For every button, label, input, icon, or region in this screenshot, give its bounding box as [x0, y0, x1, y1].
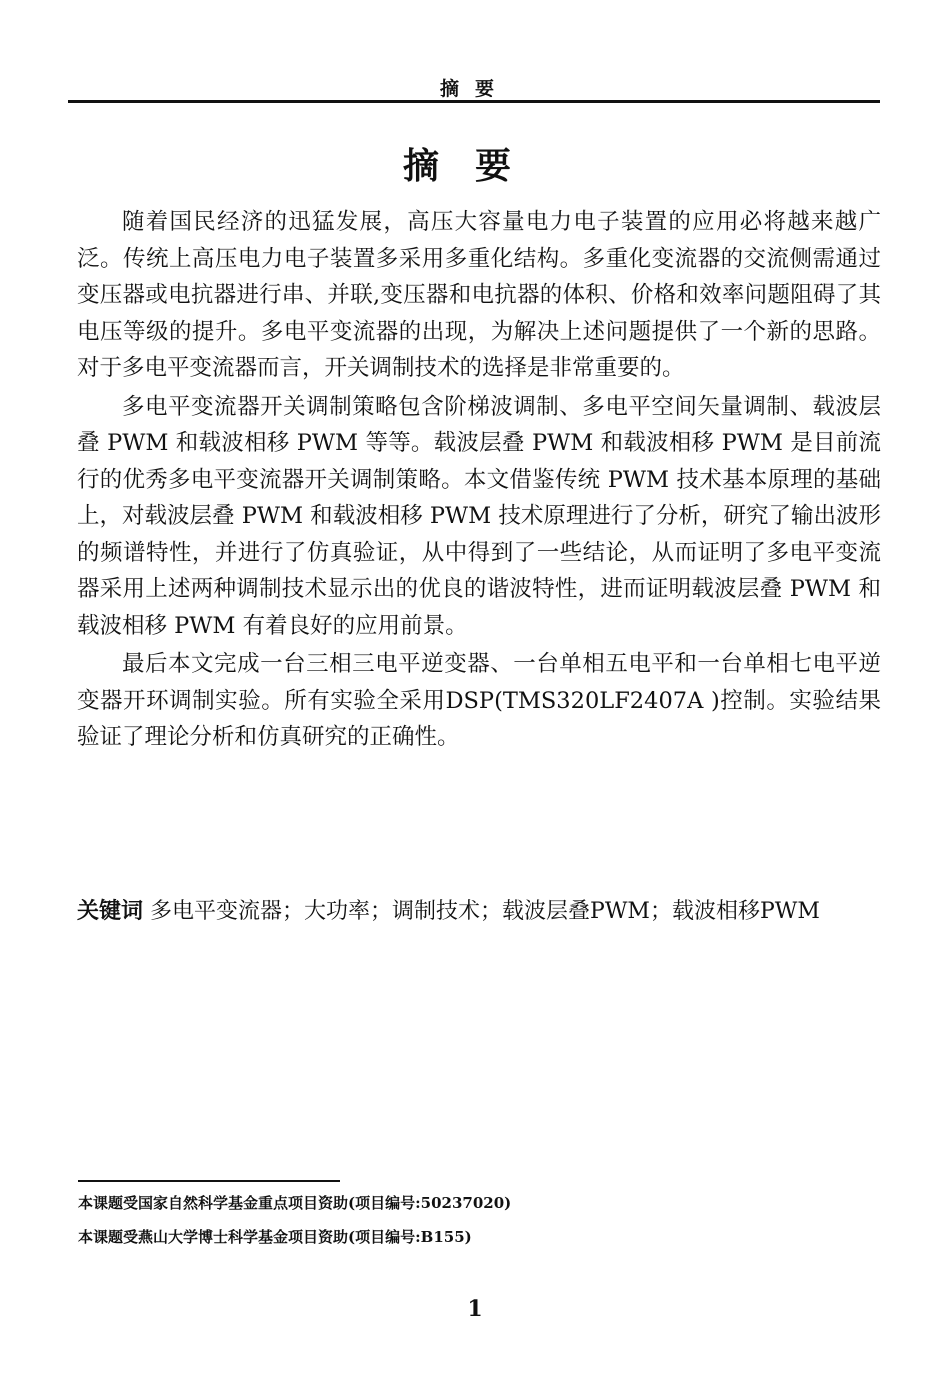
paragraph-3: 最后本文完成一台三相三电平逆变器、一台单相五电平和一台单相七电平逆变器开环调制实验。所有实验全采用DSP(TMS320LF2407A )控制。实验结果验证了理论分析和仿真研究的正确性。 [77, 651, 881, 750]
paragraph-1: 随着国民经济的迅猛发展，高压大容量电力电子装置的应用必将越来越广泛。传统上高压电力电子装置多采用多重化结构。多重化变流器的交流侧需通过变压器或电抗器进行串、并联,变压器和电抗器的体积、价格和效率问题阻碍了其电压等级的提升。多电平变流器的出现，为解决上述问题提供了一个新的思路。对于多电平变流器而言，开关调制技术的选择是非常重要的。 [77, 209, 881, 381]
keywords-line [77, 894, 887, 930]
footnote-rule [78, 1180, 340, 1182]
header-rule [68, 100, 880, 103]
paragraph-2: 多电平变流器开关调制策略包含阶梯波调制、多电平空间矢量调制、载波层叠 PWM 和载波相移 PWM 等等。载波层叠 PWM 和载波相移 PWM 是目前流行的优秀多电平变流器开关调制策略。本文借鉴传统 PWM 技术基本原理的基础上，对载波层叠 PWM 和载波相移 PWM 技术原理进行了分析，研究了输出波形的频谱特性，并进行了仿真验证，从中得到了一些结论，从而证明了多电平变流器采用上述两种调制技术显示出的优良的谐波特性，进而证明载波层叠 PWM 和载波相移 PWM 有着良好的应用前景。 [77, 393, 882, 639]
running-header: 摘要 [439, 78, 510, 100]
abstract-body [77, 204, 881, 758]
keywords-label: 关键词 [77, 899, 144, 924]
keywords-text: 多电平变流器；大功率；调制技术；载波层叠PWM；载波相移PWM [150, 899, 820, 924]
footnote-2: 本课题受燕山大学博士科学基金项目资助(项目编号:B155) [78, 1228, 472, 1246]
footnote-1: 本课题受国家自然科学基金重点项目资助(项目编号:50237020) [78, 1194, 512, 1212]
page-number: 1 [467, 1296, 483, 1322]
footnotes [78, 1186, 878, 1254]
page-title: 摘要 [402, 146, 547, 187]
